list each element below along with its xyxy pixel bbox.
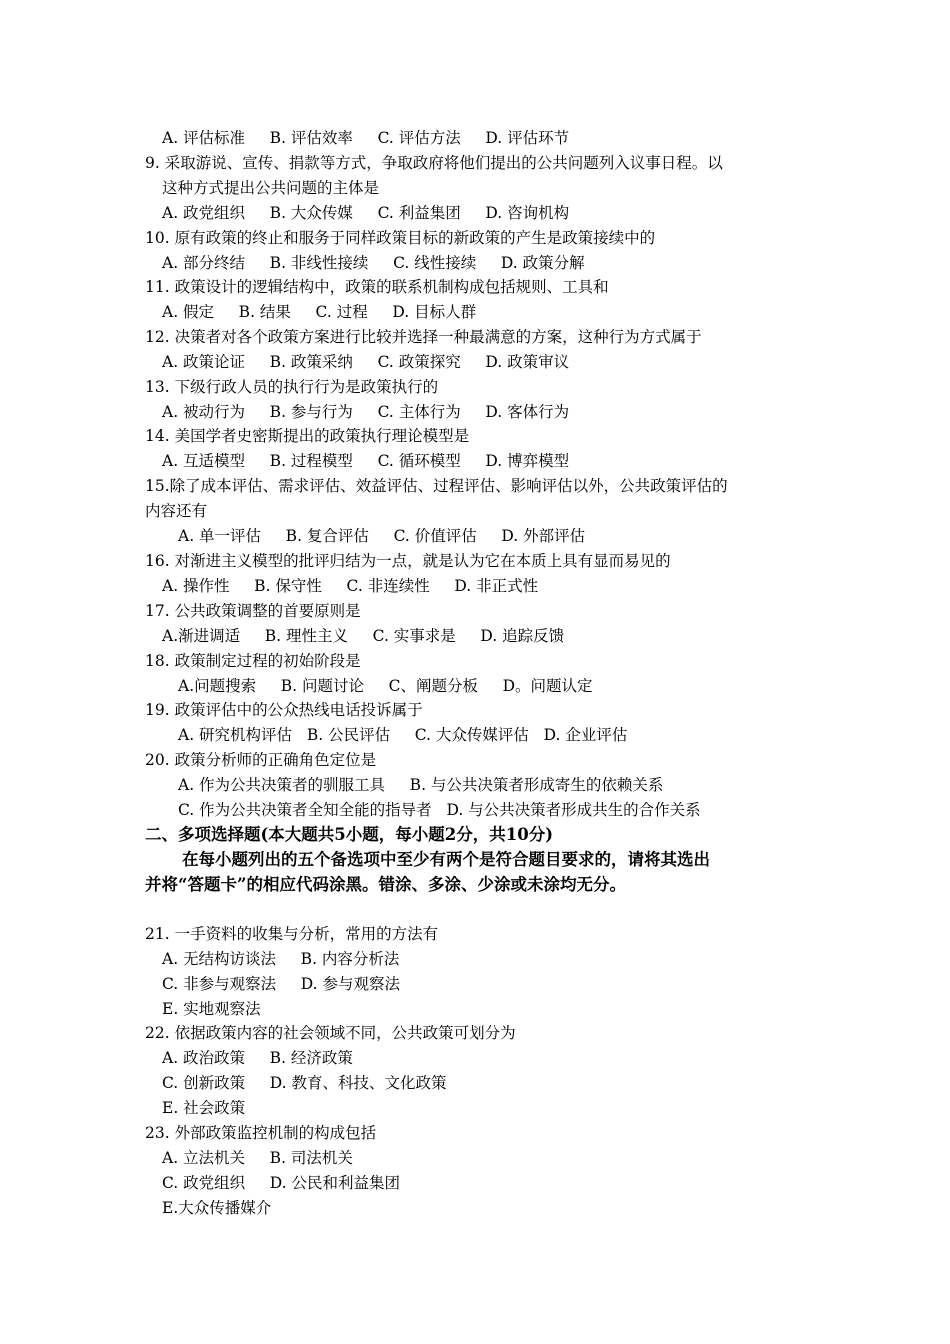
section-instructions: 在每小题列出的五个备选项中至少有两个是符合题目要求的，请将其选出 bbox=[182, 850, 710, 869]
q17-options: A.渐进调适 B. 理性主义 C. 实事求是 D. 追踪反馈 bbox=[162, 627, 565, 645]
q20-stem: 20. 政策分析师的正确角色定位是 bbox=[145, 751, 377, 769]
q22-stem: 22. 依据政策内容的社会领域不同，公共政策可划分为 bbox=[145, 1024, 516, 1042]
q23-options-cd: C. 政党组织 D. 公民和利益集团 bbox=[162, 1174, 401, 1192]
q14-options: A. 互适模型 B. 过程模型 C. 循环模型 D. 博弈模型 bbox=[162, 452, 570, 470]
q18-stem: 18. 政策制定过程的初始阶段是 bbox=[145, 652, 361, 670]
q16-options: A. 操作性 B. 保守性 C. 非连续性 D. 非正式性 bbox=[162, 577, 539, 595]
q20-options-cd: C. 作为公共决策者全知全能的指导者 D. 与公共决策者形成共生的合作关系 bbox=[178, 801, 701, 819]
q21-options-ab: A. 无结构访谈法 B. 内容分析法 bbox=[162, 950, 400, 968]
q21-stem: 21. 一手资料的收集与分析，常用的方法有 bbox=[145, 925, 439, 943]
q23-options-ab: A. 立法机关 B. 司法机关 bbox=[162, 1149, 353, 1167]
q12-stem: 12. 决策者对各个政策方案进行比较并选择一种最满意的方案，这种行为方式属于 bbox=[145, 328, 702, 346]
q23-stem: 23. 外部政策监控机制的构成包括 bbox=[145, 1124, 377, 1142]
q12-options: A. 政策论证 B. 政策采纳 C. 政策探究 D. 政策审议 bbox=[162, 353, 570, 371]
q19-stem: 19. 政策评估中的公众热线电话投诉属于 bbox=[145, 701, 423, 719]
q23-option-e: E.大众传播媒介 bbox=[162, 1199, 272, 1217]
q21-option-e: E. 实地观察法 bbox=[162, 1000, 261, 1018]
q21-options-cd: C. 非参与观察法 D. 参与观察法 bbox=[162, 975, 401, 993]
q10-options: A. 部分终结 B. 非线性接续 C. 线性接续 D. 政策分解 bbox=[162, 254, 585, 272]
q18-options: A.问题搜索 B. 问题讨论 C、阐题分板 D。问题认定 bbox=[178, 677, 593, 695]
q8-options: A. 评估标准 B. 评估效率 C. 评估方法 D. 评估环节 bbox=[162, 129, 570, 147]
q9-stem: 9. 采取游说、宣传、捐款等方式，争取政府将他们提出的公共问题列入议事日程。以 bbox=[145, 154, 723, 172]
q19-options: A. 研究机构评估 B. 公民评估 C. 大众传媒评估 D. 企业评估 bbox=[178, 726, 628, 744]
q9-stem-cont: 这种方式提出公共问题的主体是 bbox=[162, 179, 380, 197]
q22-options-ab: A. 政治政策 B. 经济政策 bbox=[162, 1049, 353, 1067]
section-instructions-cont: 并将“答题卡”的相应代码涂黑。错涂、多涂、少涂或未涂均无分。 bbox=[145, 875, 626, 894]
q15-stem-cont: 内容还有 bbox=[145, 502, 208, 520]
q11-stem: 11. 政策设计的逻辑结构中，政策的联系机制构成包括规则、工具和 bbox=[145, 278, 609, 296]
q10-stem: 10. 原有政策的终止和服务于同样政策目标的新政策的产生是政策接续中的 bbox=[145, 229, 656, 247]
q16-stem: 16. 对渐进主义模型的批评归结为一点，就是认为它在本质上具有显而易见的 bbox=[145, 552, 671, 570]
q13-stem: 13. 下级行政人员的执行行为是政策执行的 bbox=[145, 378, 439, 396]
q17-stem: 17. 公共政策调整的首要原则是 bbox=[145, 602, 361, 620]
q20-options-ab: A. 作为公共决策者的驯服工具 B. 与公共决策者形成寄生的依赖关系 bbox=[178, 776, 664, 794]
q11-options: A. 假定 B. 结果 C. 过程 D. 目标人群 bbox=[162, 303, 477, 321]
q15-stem: 15.除了成本评估、需求评估、效益评估、过程评估、影响评估以外，公共政策评估的 bbox=[145, 477, 728, 495]
q9-options: A. 政党组织 B. 大众传媒 C. 利益集团 D. 咨询机构 bbox=[162, 204, 570, 222]
q13-options: A. 被动行为 B. 参与行为 C. 主体行为 D. 客体行为 bbox=[162, 403, 570, 421]
q14-stem: 14. 美国学者史密斯提出的政策执行理论模型是 bbox=[145, 427, 470, 445]
q15-options: A. 单一评估 B. 复合评估 C. 价值评估 D. 外部评估 bbox=[178, 527, 586, 545]
q22-options-cd: C. 创新政策 D. 教育、科技、文化政策 bbox=[162, 1074, 447, 1092]
q22-option-e: E. 社会政策 bbox=[162, 1099, 246, 1117]
section-heading: 二、多项选择题(本大题共5小题，每小题2分，共10分) bbox=[145, 825, 554, 844]
